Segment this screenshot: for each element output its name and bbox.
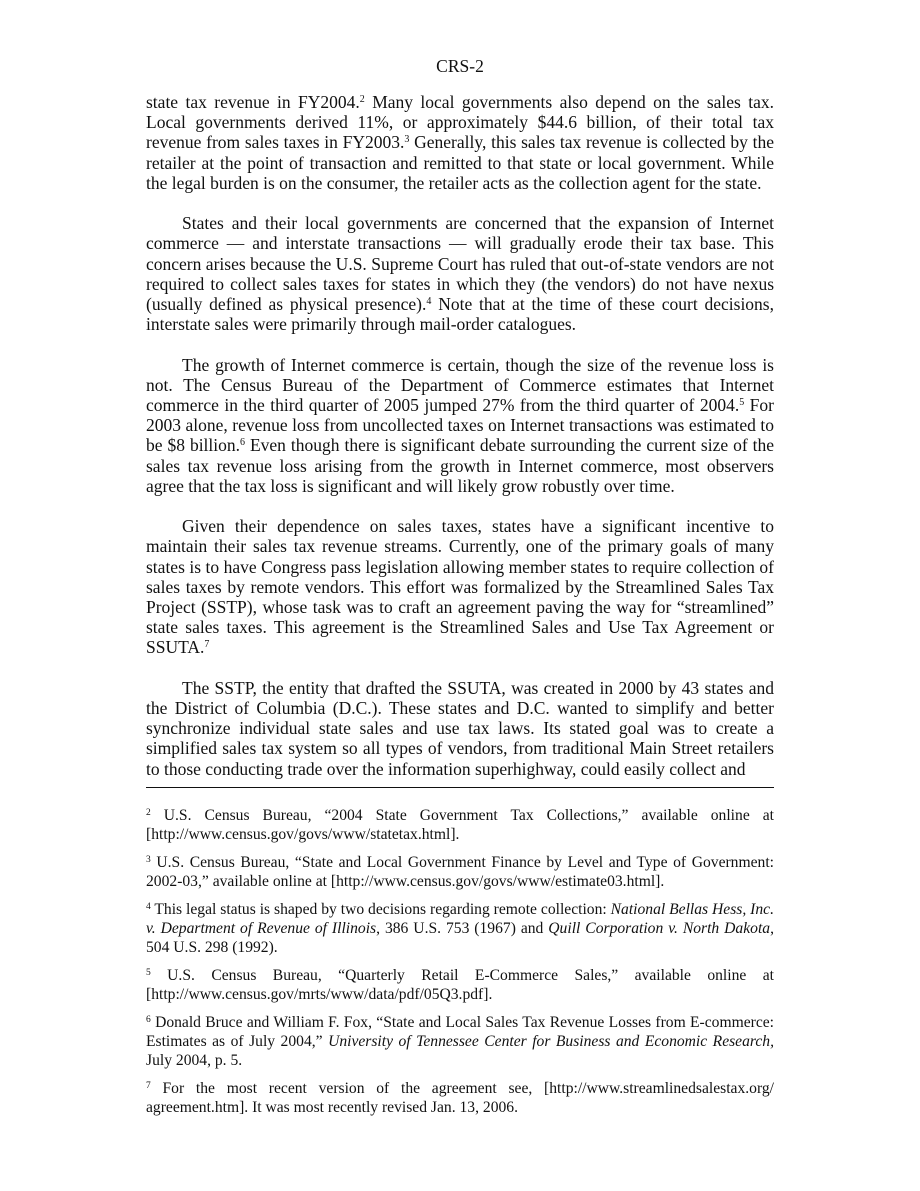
text-run: The growth of Internet commerce is certain, though the size of the revenue loss is not. The Census Bureau of the Department of Commerce estimates that Internet commerce in the third quarter of 2005 jumped 27% from the third quarter of 2004.: [146, 354, 774, 416]
footnote-7: [146, 1079, 774, 1117]
footnote-ref: 6: [240, 437, 246, 449]
italic-citation: University of Tennessee Center for Business and Economic Research,: [328, 1033, 775, 1050]
text-run: Even though there is significant debate surrounding the current size of the sales tax revenue loss arising from the growth in Internet commerce, most observers agree that the tax loss is significant and will likely grow robustly over time.: [146, 435, 774, 496]
footnotes: [146, 806, 774, 1126]
text-run: Given their dependence on sales taxes, states have a significant incentive to maintain their sales tax revenue streams. Currently, one of the primary goals of many states is to have Congress pass legislation allowing member states to require collection of sales taxes by remote vendors. This effort was formalized by the Streamlined Sales Tax Project (SSTP), whose task was to craft an agreement paving the way for “streamlined” state sales taxes. This agreement is the Streamlined Sales and Use Tax Agreement or SSUTA.: [146, 516, 774, 658]
text-run: Many local governments also depend on the sales tax. Local governments derived 11%, or approximately $44.6 billion, of their total tax revenue from sales taxes in FY2003.: [146, 92, 775, 153]
italic-citation: Quill Corporation v. North Dakota: [548, 920, 771, 937]
footnote-5: [146, 966, 774, 1004]
footnote-ref: 3: [404, 134, 410, 146]
footnote-ref: 5: [146, 968, 151, 978]
footnote-ref: 7: [204, 639, 210, 651]
text-run: For 2003 alone, revenue loss from uncollected taxes on Internet transactions was estimated to be $8 billion.: [146, 395, 774, 456]
text-run: For the most recent version of the agreement see, [http://www.streamlinedsalestax.org/ agreement.htm]. It was most recently revised Jan. 13, 2006.: [146, 1080, 774, 1116]
text-run: U.S. Census Bureau, “State and Local Government Finance by Level and Type of Government: 2002-03,” available online at [http://www.census.gov/govs/www/estimate03.html].: [146, 854, 774, 890]
text-run: States and their local governments are concerned that the expansion of Internet commerce — and interstate transactions — will gradually erode their tax base. This concern arises because the U.S. Supreme Court has ruled that out-of-state vendors are not required to collect sales taxes for states in which they (the vendors) do not have nexus (usually defined as physical presence).: [146, 213, 774, 315]
body-text: [146, 92, 774, 779]
text-run: state tax revenue in FY2004.: [146, 92, 360, 112]
text-run: The SSTP, the entity that drafted the SSUTA, was created in 2000 by 43 states and the District of Columbia (D.C.). These states and D.C. wanted to simplify and better synchronize individual state sales and use tax laws. Its stated goal was to create a simplified sales tax system so all types of vendors, from traditional Main Street retailers to those conducting trade over the information superhighway, could easily collect and: [146, 677, 774, 779]
footnote-ref: 2: [146, 808, 151, 818]
text-run: , 386 U.S. 753 (1967) and: [376, 920, 549, 937]
footnote-ref: 7: [146, 1081, 151, 1091]
paragraph-5: [146, 678, 774, 779]
paragraph-3: [146, 355, 774, 496]
footnote-ref: 4: [146, 902, 151, 912]
footnote-ref: 3: [146, 855, 151, 865]
footnote-divider: [146, 787, 774, 788]
footnote-ref: 6: [146, 1015, 151, 1025]
text-run: U.S. Census Bureau, “Quarterly Retail E-Commerce Sales,” available online at [http://www.census.gov/mrts/www/data/pdf/05Q3.pdf].: [146, 967, 774, 1003]
footnote-2: [146, 806, 774, 844]
text-run: Generally, this sales tax revenue is collected by the retailer at the point of transaction and remitted to that state or local government. While the legal burden is on the consumer, the retailer acts as the collection agent for the state.: [146, 132, 775, 193]
text-run: , 504 U.S. 298 (1992).: [146, 920, 774, 956]
footnote-ref: 4: [426, 296, 432, 308]
footnote-ref: 5: [739, 397, 745, 409]
italic-citation: National Bellas Hess, Inc. v. Department of Revenue of Illinois: [146, 901, 774, 937]
text-run: Note that at the time of these court decisions, interstate sales were primarily through mail-order catalogues.: [146, 294, 774, 335]
footnote-6: [146, 1013, 774, 1070]
text-run: U.S. Census Bureau, “2004 State Government Tax Collections,” available online at [http://www.census.gov/govs/www/statetax.html].: [146, 807, 774, 843]
paragraph-4: [146, 516, 774, 657]
page-number-header: CRS-2: [436, 56, 484, 76]
paragraph-2: [146, 213, 774, 334]
text-run: Donald Bruce and William F. Fox, “State and Local Sales Tax Revenue Losses from E-commerce: Estimates as of July 2004,”: [146, 1014, 774, 1050]
footnote-3: [146, 853, 774, 891]
footnote-ref: 2: [359, 94, 365, 105]
paragraph-1: [146, 92, 774, 193]
text-run: This legal status is shaped by two decisions regarding remote collection:: [150, 901, 611, 918]
text-run: July 2004, p. 5.: [146, 1052, 243, 1069]
footnote-4: [146, 900, 774, 957]
